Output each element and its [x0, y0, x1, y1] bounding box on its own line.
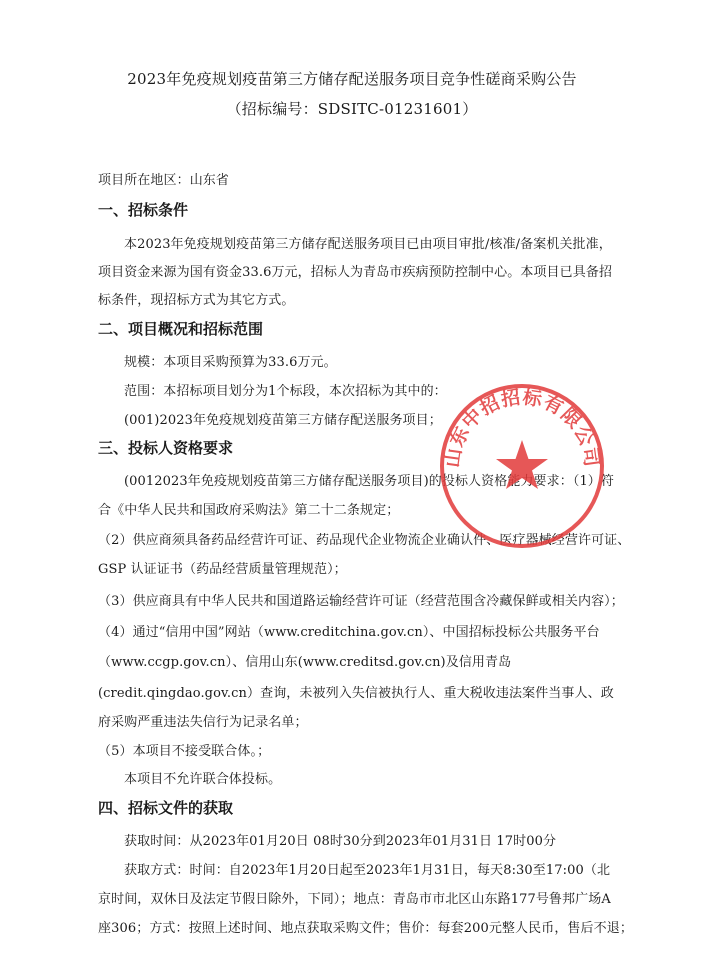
doc-title: 2023年免疫规划疫苗第三方储存配送服务项目竞争性磋商采购公告 [127, 70, 577, 88]
section-heading-1: 一、招标条件 [98, 201, 189, 219]
section-4-line: 获取方式：时间：自2023年1月20日起至2023年1月31日，每天8:30至17:00（北 [124, 863, 611, 878]
section-3-line: 府采购严重违法失信行为记录名单； [98, 715, 308, 730]
section-3-line: (credit.qingdao.gov.cn）查询，未被列入失信被执行人、重大税收违法案件当事人、政 [98, 686, 614, 701]
section-heading-2: 二、项目概况和招标范围 [98, 320, 264, 338]
section-3-line: 本项目不允许联合体投标。 [124, 772, 282, 787]
section-3-line: 合《中华人民共和国政府采购法》第二十二条规定； [98, 503, 400, 518]
section-3-line: （2）供应商须具备药品经营许可证、药品现代企业物流企业确认件、医疗器械经营许可证、 [98, 533, 631, 548]
section-2-line: 范围：本招标项目划分为1个标段，本次招标为其中的： [124, 384, 447, 399]
section-2-line: 规模：本项目采购预算为33.6万元。 [124, 355, 337, 370]
seal-text: 山东中招招标有限公司 [441, 386, 603, 469]
bid-number: （招标编号：SDSITC-01231601） [226, 100, 478, 118]
section-heading-4: 四、招标文件的获取 [98, 799, 234, 817]
section-3-line: （4）通过“信用中国”网站（www.creditchina.gov.cn）、中国招标投标公共服务平台 [98, 625, 600, 640]
section-3-line: （5）本项目不接受联合体。； [98, 744, 271, 759]
section-4-line: 获取时间：从2023年01月20日 08时30分到2023年01月31日 17时00分 [124, 834, 557, 849]
section-1-line: 项目资金来源为国有资金33.6万元，招标人为青岛市疾病预防控制中心。本项目已具备招 [98, 265, 613, 280]
section-1-line: 标条件，现招标方式为其它方式。 [98, 293, 295, 308]
section-4-line: 座306；方式：按照上述时间、地点获取采购文件；售价：每套200元整人民币，售后不退； [98, 921, 633, 936]
company-seal [438, 382, 606, 550]
section-3-line: （3）供应商具有中华人民共和国道路运输经营许可证（经营范围含冷藏保鲜或相关内容）； [98, 594, 624, 609]
seal-star [496, 440, 548, 489]
section-3-line: （www.ccgp.gov.cn）、信用山东(www.creditsd.gov.cn)及信用青岛 [98, 655, 512, 670]
section-4-line: 京时间，双休日及法定节假日除外，下同）；地点：青岛市市北区山东路177号鲁邦广场A [98, 892, 611, 907]
section-heading-3: 三、投标人资格要求 [98, 439, 234, 457]
section-2-line: (001)2023年免疫规划疫苗第三方储存配送服务项目； [124, 413, 442, 428]
section-3-line: GSP 认证证书（药品经营质量管理规范）； [98, 562, 347, 577]
project-region: 项目所在地区：山东省 [98, 173, 230, 188]
section-1-line: 本2023年免疫规划疫苗第三方储存配送服务项目已由项目审批/核准/备案机关批准， [124, 237, 612, 252]
section-3-line: (0012023年免疫规划疫苗第三方储存配送服务项目)的投标人资格能力要求：（1）符 [124, 474, 615, 489]
